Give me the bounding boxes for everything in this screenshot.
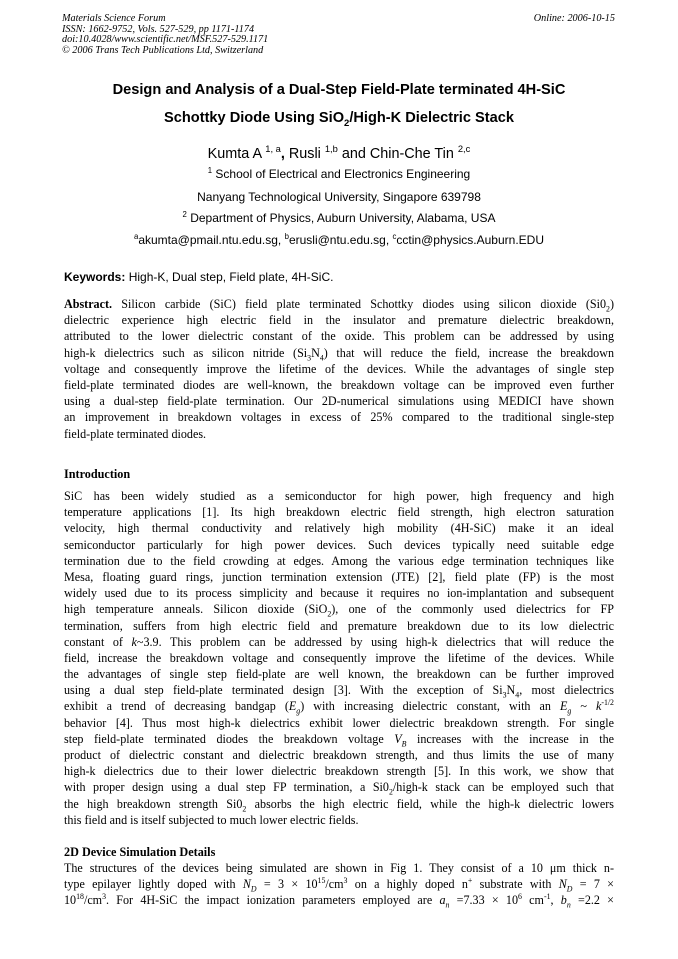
journal-issn: ISSN: 1662-9752, Vols. 527-529, pp 1171-1174 — [62, 23, 255, 35]
text-line: Abstract. Silicon carbide (SiC) field plate terminated Schottky diodes using silicon dioxide $(Si0_2)$ — [64, 297, 614, 314]
text-line: exhibit a trend of decreasing bandgap $(E_g)$ with increasing dielectric constant, with an $E_g$ ~ $k^{-1/2}$ — [64, 698, 614, 716]
simulation-paragraph — [64, 860, 614, 909]
online-date: Online: 2006-10-15 — [533, 13, 615, 24]
journal-name: Materials Science Forum — [62, 13, 166, 24]
text-line: behavior [4]. Thus most high-k dielectrics exhibit lower dielectric breakdown strength. For single — [64, 715, 614, 730]
text-line: type epilayer lightly doped with $N_D = 3 \times 10^{15}/cm^3$ on a highly doped n+ substrate with $N_D = 7$ × — [64, 876, 614, 894]
affiliation-1-continued: Nanyang Technological University, Singapore 639798 — [197, 190, 481, 204]
text-line: Mesa, floating guard rings, junction termination extension (JTE) [2], field plate (FP) is the most — [64, 569, 614, 584]
affiliation-1: $^1$ School of Electrical and Electronics Engineering — [207, 166, 471, 181]
text-line: this field and is itself subjected to much lower electric fields. — [64, 812, 359, 827]
text-line: velocity, high thermal conductivity and relatively high mobility (4H-SiC) make it an ideal — [64, 521, 614, 536]
author-list: Kumta A $^{1, a}$, Rusli $^{1,b}$ and Chin-Che Tin $^{2,c}$ — [207, 144, 471, 162]
text-line: attributed to the lower dielectric constant of the oxide. This problem can be addressed by using — [64, 329, 614, 344]
author-name: Chin-Che Tin — [369, 146, 458, 162]
keywords-label: Keywords: — [64, 270, 126, 284]
text-line: product of dielectric constant and dielectric breakdown strength, and thus limits the use of many — [64, 748, 614, 762]
text-line: dielectric experience high electric field in the insulator and premature dielectric breakdown, — [64, 313, 614, 328]
text-line: using a dual-step field-plate termination. Our 2D-numerical simulations using MEDICI have shown — [64, 394, 614, 409]
text-line: high-k dielectrics such as silicon nitride $(Si_3N_4)$ that will reduce the field, increase the breakdown — [64, 345, 614, 362]
paper-title-line-2: Schottky Diode Using SiO$_2$/High-K Dielectric Stack — [164, 110, 514, 129]
text-line: with proper design using a dual step FP termination, a $Si0_2/high-k$ stack can be employed such that — [64, 780, 615, 797]
keywords — [64, 270, 333, 284]
journal-copyright: © 2006 Trans Tech Publications Ltd, Switzerland — [62, 44, 264, 56]
abstract-paragraph — [64, 296, 614, 442]
text-line: the high breakdown strength $Si0_2$ absorbs the high electric field, while the high-k dielectric lowers — [64, 796, 615, 813]
author-emails: $^a$akumta@pmail.ntu.edu.sg, $^b$erusli@ntu.edu.sg, $^c$cctin@physics.Auburn.EDU — [133, 232, 544, 247]
text-line: field-plate terminated diodes are well-known, the breakdown voltage can be improved even further — [64, 377, 614, 392]
affiliation-2: $^2$ Department of Physics, Auburn University, Alabama, USA — [182, 210, 496, 225]
text-line: high temperature anneals. Silicon dioxide (SiO$_2$), one of the commonly used dielectrics for FP — [64, 602, 614, 619]
text-line: voltage and consequently improve the lifetime of the devices. While the advantages of single step — [64, 361, 614, 376]
text-line: field-plate terminated diodes. — [64, 426, 207, 441]
keywords-text: High-K, Dual step, Field plate, 4H-SiC. — [125, 270, 334, 284]
text-line: the advantages of single step field-plate are well known, the breakdown can be further improved — [64, 667, 614, 682]
text-line: widely used due to its process simplicity and because it requires no ion-implantation and subsequent — [64, 586, 614, 601]
text-line: termination due to the field crowding at edges. Among the various edge termination techniques like — [64, 553, 614, 568]
journal-doi: doi:10.4028/www.scientific.net/MSF.527-529.1171 — [62, 34, 269, 46]
author-name: Kumta A — [207, 146, 266, 162]
text-line: step field-plate terminated diodes the breakdown voltage $V_B$ increases with the increase in the — [64, 731, 614, 749]
text-line: using a dual step field-plate terminated design [3]. With the exception of $Si_3N_4$, most dielectrics — [64, 683, 614, 700]
text-line: semiconductor particularly for high power devices. Such devices typically need suitable edge — [64, 537, 614, 552]
section-heading-introduction: Introduction — [64, 467, 131, 481]
text-line: an improvement in breakdown voltages in excess of 25% compared to the traditional single-step — [64, 410, 614, 425]
text-line: $10^{18}/cm^3$. For 4H-SiC the impact ionization parameters employed are $a_n =7.33 \times 10^6$ $cm^{-1}$, $b_n =2.2$ × — [64, 892, 614, 910]
introduction-paragraph — [64, 488, 614, 828]
journal-header — [62, 14, 268, 56]
section-heading-simulation: 2D Device Simulation Details — [64, 845, 216, 859]
text-line: termination, suffers from high electric field and premature breakdown due to its low dielectric — [64, 618, 614, 633]
text-line: high-k dielectrics due to their lower dielectric breakdown strength [5]. In this work, we show that — [64, 764, 614, 779]
text-line: temperature applications [1]. Its high breakdown electric field strength, high electron saturation — [64, 505, 614, 520]
text-line: The structures of the devices being simulated are shown in Fig 1. They consist of a 10 μm thick n- — [64, 861, 614, 875]
paper-title-line-1: Design and Analysis of a Dual-Step Field-Plate terminated 4H-SiC — [112, 82, 566, 98]
text-line: field, increase the breakdown voltage and consequently improve the lifetime of the devices. While — [64, 650, 614, 665]
text-line: constant of k~3.9. This problem can be addressed by using high-k dielectrics that will reduce the — [64, 634, 614, 649]
author-name: Rusli — [288, 146, 325, 162]
text-line: SiC has been widely studied as a semiconductor for high power, high frequency and high — [64, 489, 614, 503]
